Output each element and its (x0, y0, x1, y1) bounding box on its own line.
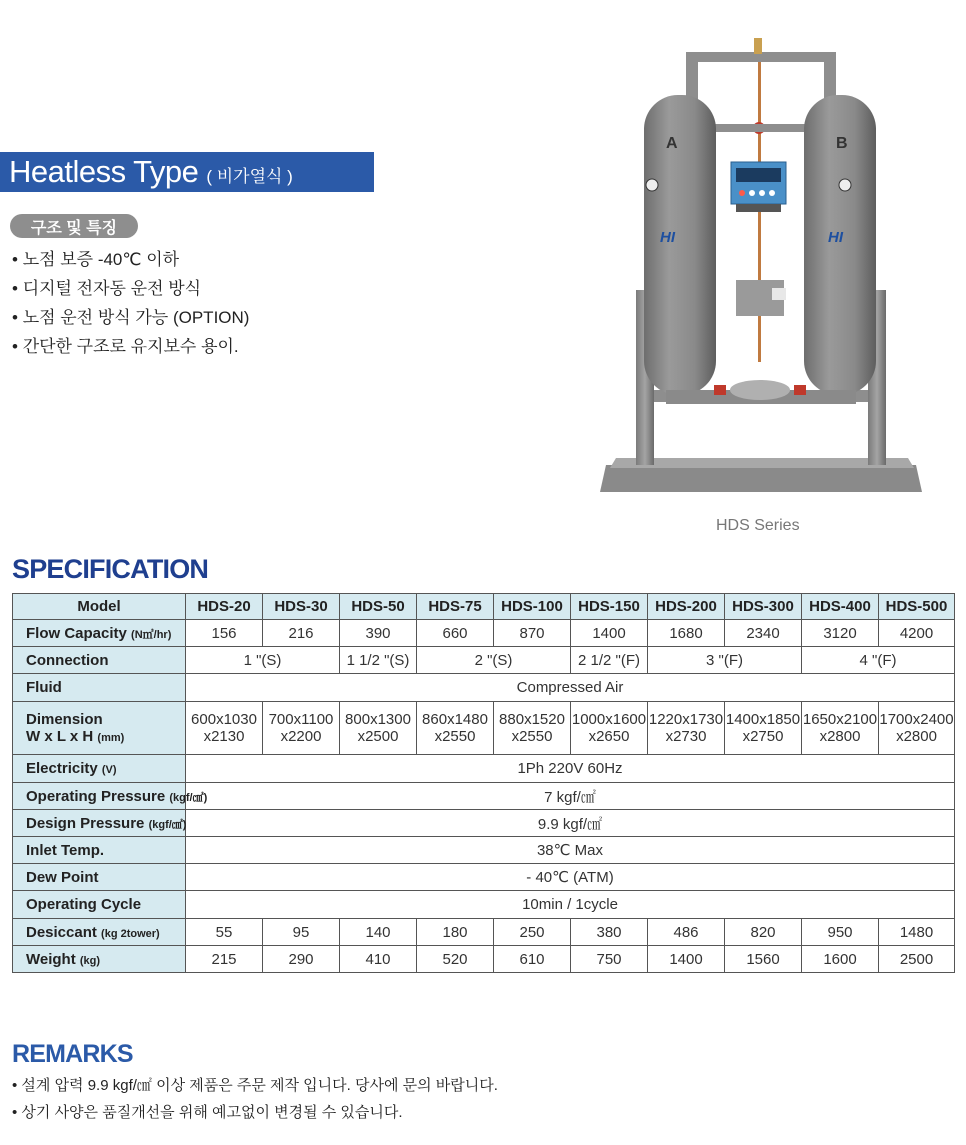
model-cell: HDS-200 (648, 594, 725, 620)
model-label: Model (13, 594, 186, 620)
table-row (13, 919, 955, 946)
design-pressure-cell: 9.9 kgf/㎠ (186, 810, 955, 837)
row-unit: (kgf/㎠) (148, 818, 187, 831)
electricity-cell: 1Ph 220V 60Hz (186, 755, 955, 783)
table-row (13, 837, 955, 864)
model-cell: HDS-100 (494, 594, 571, 620)
row-label-text: Design Pressure (26, 814, 145, 832)
feature-item: • 간단한 구조로 유지보수 용이. (12, 332, 249, 361)
flow-cell: 216 (263, 620, 340, 647)
row-unit: (mm) (97, 732, 125, 744)
valve-left (714, 385, 726, 395)
row-label-text: Desiccant (26, 923, 97, 941)
table-row (13, 647, 955, 674)
model-cell: HDS-400 (802, 594, 879, 620)
desiccant-cell: 55 (186, 919, 263, 946)
weight-cell: 1400 (648, 946, 725, 973)
weight-cell: 520 (417, 946, 494, 973)
desiccant-cell: 380 (571, 919, 648, 946)
desiccant-cell: 820 (725, 919, 802, 946)
weight-cell: 2500 (879, 946, 955, 973)
row-unit: (kg 2tower) (101, 927, 160, 940)
electricity-label (13, 755, 186, 783)
feature-item: • 노점 보증 -40℃ 이하 (12, 245, 249, 274)
gauge-a (646, 179, 658, 191)
flow-cell: 156 (186, 620, 263, 647)
table-row (13, 810, 955, 837)
product-caption: HDS Series (716, 517, 800, 534)
inlet-label: Inlet Temp. (13, 837, 186, 864)
table-row (13, 891, 955, 919)
dimension-cell: 1000x1600 x2650 (571, 702, 648, 755)
dimension-cell: 1400x1850 x2750 (725, 702, 802, 755)
op-pressure-label (13, 783, 208, 810)
row-unit: (kg) (79, 954, 101, 967)
cycle-label: Operating Cycle (13, 891, 186, 919)
row-label-text: Flow Capacity (26, 624, 127, 642)
product-image (596, 40, 924, 500)
logo-b: HI (828, 229, 843, 246)
fluid-cell: Compressed Air (186, 674, 955, 702)
desiccant-cell: 950 (802, 919, 879, 946)
connection-cell: 4 "(F) (802, 647, 955, 674)
connection-cell: 1 "(S) (186, 647, 340, 674)
model-cell: HDS-300 (725, 594, 802, 620)
model-cell: HDS-30 (263, 594, 340, 620)
flow-cell: 4200 (879, 620, 955, 647)
weight-cell: 215 (186, 946, 263, 973)
remark-item: • 설계 압력 9.9 kgf/㎠ 이상 제품은 주문 제작 입니다. 당사에 문의 바랍니다. (12, 1072, 498, 1099)
table-row (13, 620, 955, 647)
base-frame (600, 465, 922, 492)
desiccant-cell: 180 (417, 919, 494, 946)
features-badge: 구조 및 특징 (10, 214, 138, 238)
desiccant-cell: 1480 (879, 919, 955, 946)
flow-cell: 2340 (725, 620, 802, 647)
connection-cell: 3 "(F) (648, 647, 802, 674)
desiccant-label (13, 919, 186, 946)
desiccant-cell: 95 (263, 919, 340, 946)
table-row (13, 674, 955, 702)
table-row (13, 702, 955, 755)
connection-cell: 2 "(S) (417, 647, 571, 674)
dimension-cell: 1700x2400 x2800 (879, 702, 955, 755)
weight-cell: 290 (263, 946, 340, 973)
page-subtitle: ( 비가열식 ) (206, 166, 293, 186)
desiccant-cell: 250 (494, 919, 571, 946)
remarks-heading: REMARKS (12, 1040, 133, 1068)
connection-label: Connection (13, 647, 186, 674)
pressure-switch (772, 288, 786, 300)
inlet-cell: 38℃ Max (186, 837, 955, 864)
weight-label (13, 946, 186, 973)
dimension-cell: 1650x2100 x2800 (802, 702, 879, 755)
row-label-text: Electricity (26, 760, 98, 777)
connection-cell: 1 1/2 "(S) (340, 647, 417, 674)
top-valve (754, 38, 762, 54)
desiccant-cell: 140 (340, 919, 417, 946)
row-unit: (N㎥/hr) (131, 628, 172, 641)
dimension-cell: 1220x1730 x2730 (648, 702, 725, 755)
weight-cell: 1560 (725, 946, 802, 973)
spec-heading: SPECIFICATION (12, 554, 209, 584)
table-row (13, 594, 955, 620)
tank-a (644, 95, 716, 395)
dew-cell: - 40℃ (ATM) (186, 864, 955, 891)
weight-cell: 610 (494, 946, 571, 973)
fluid-label: Fluid (13, 674, 186, 702)
feature-item: • 노점 운전 방식 가능 (OPTION) (12, 303, 249, 332)
dew-label: Dew Point (13, 864, 186, 891)
tank-b-label: B (836, 135, 848, 152)
row-unit: (V) (101, 764, 117, 776)
valve-right (794, 385, 806, 395)
weight-cell: 410 (340, 946, 417, 973)
connectors (736, 204, 781, 212)
table-row (13, 946, 955, 973)
model-cell: HDS-75 (417, 594, 494, 620)
flow-cell: 870 (494, 620, 571, 647)
table-row (13, 864, 955, 891)
row-label-text: Dimension (26, 711, 103, 728)
desiccant-cell: 486 (648, 919, 725, 946)
logo-a: HI (660, 229, 675, 246)
dimension-cell: 800x1300 x2500 (340, 702, 417, 755)
model-cell: HDS-50 (340, 594, 417, 620)
weight-cell: 1600 (802, 946, 879, 973)
cycle-cell: 10min / 1cycle (186, 891, 955, 919)
weight-cell: 750 (571, 946, 648, 973)
spec-table (12, 593, 955, 973)
flow-cell: 1680 (648, 620, 725, 647)
model-cell: HDS-20 (186, 594, 263, 620)
dimension-cell: 860x1480 x2550 (417, 702, 494, 755)
connection-cell: 2 1/2 "(F) (571, 647, 648, 674)
design-pressure-label (13, 810, 186, 837)
feature-item: • 디지털 전자동 운전 방식 (12, 274, 249, 303)
features-list (12, 245, 249, 361)
gauge-b (839, 179, 851, 191)
row-label-text: Weight (26, 950, 76, 968)
row-label-text: W x L x H (26, 728, 94, 745)
dimension-label (13, 702, 186, 755)
flow-label (13, 620, 186, 647)
row-unit: (kgf/㎠) (169, 791, 208, 804)
tank-a-label: A (666, 135, 678, 152)
model-cell: HDS-500 (879, 594, 955, 620)
dimension-cell: 880x1520 x2550 (494, 702, 571, 755)
dimension-cell: 600x1030 x2130 (186, 702, 263, 755)
actuator (730, 380, 790, 400)
remark-item: • 상기 사양은 품질개선을 위해 예고없이 변경될 수 있습니다. (12, 1099, 498, 1126)
row-label-text: Operating Pressure (26, 787, 166, 805)
flow-cell: 390 (340, 620, 417, 647)
table-row (13, 783, 955, 810)
control-display (736, 168, 781, 182)
flow-cell: 3120 (802, 620, 879, 647)
flow-cell: 660 (417, 620, 494, 647)
op-pressure-cell: 7 kgf/㎠ (186, 783, 955, 810)
flow-cell: 1400 (571, 620, 648, 647)
dimension-cell: 700x1100 x2200 (263, 702, 340, 755)
remarks-list (12, 1072, 498, 1126)
model-cell: HDS-150 (571, 594, 648, 620)
title-bar (0, 152, 374, 192)
table-row (13, 755, 955, 783)
page-title: Heatless Type (9, 154, 199, 189)
